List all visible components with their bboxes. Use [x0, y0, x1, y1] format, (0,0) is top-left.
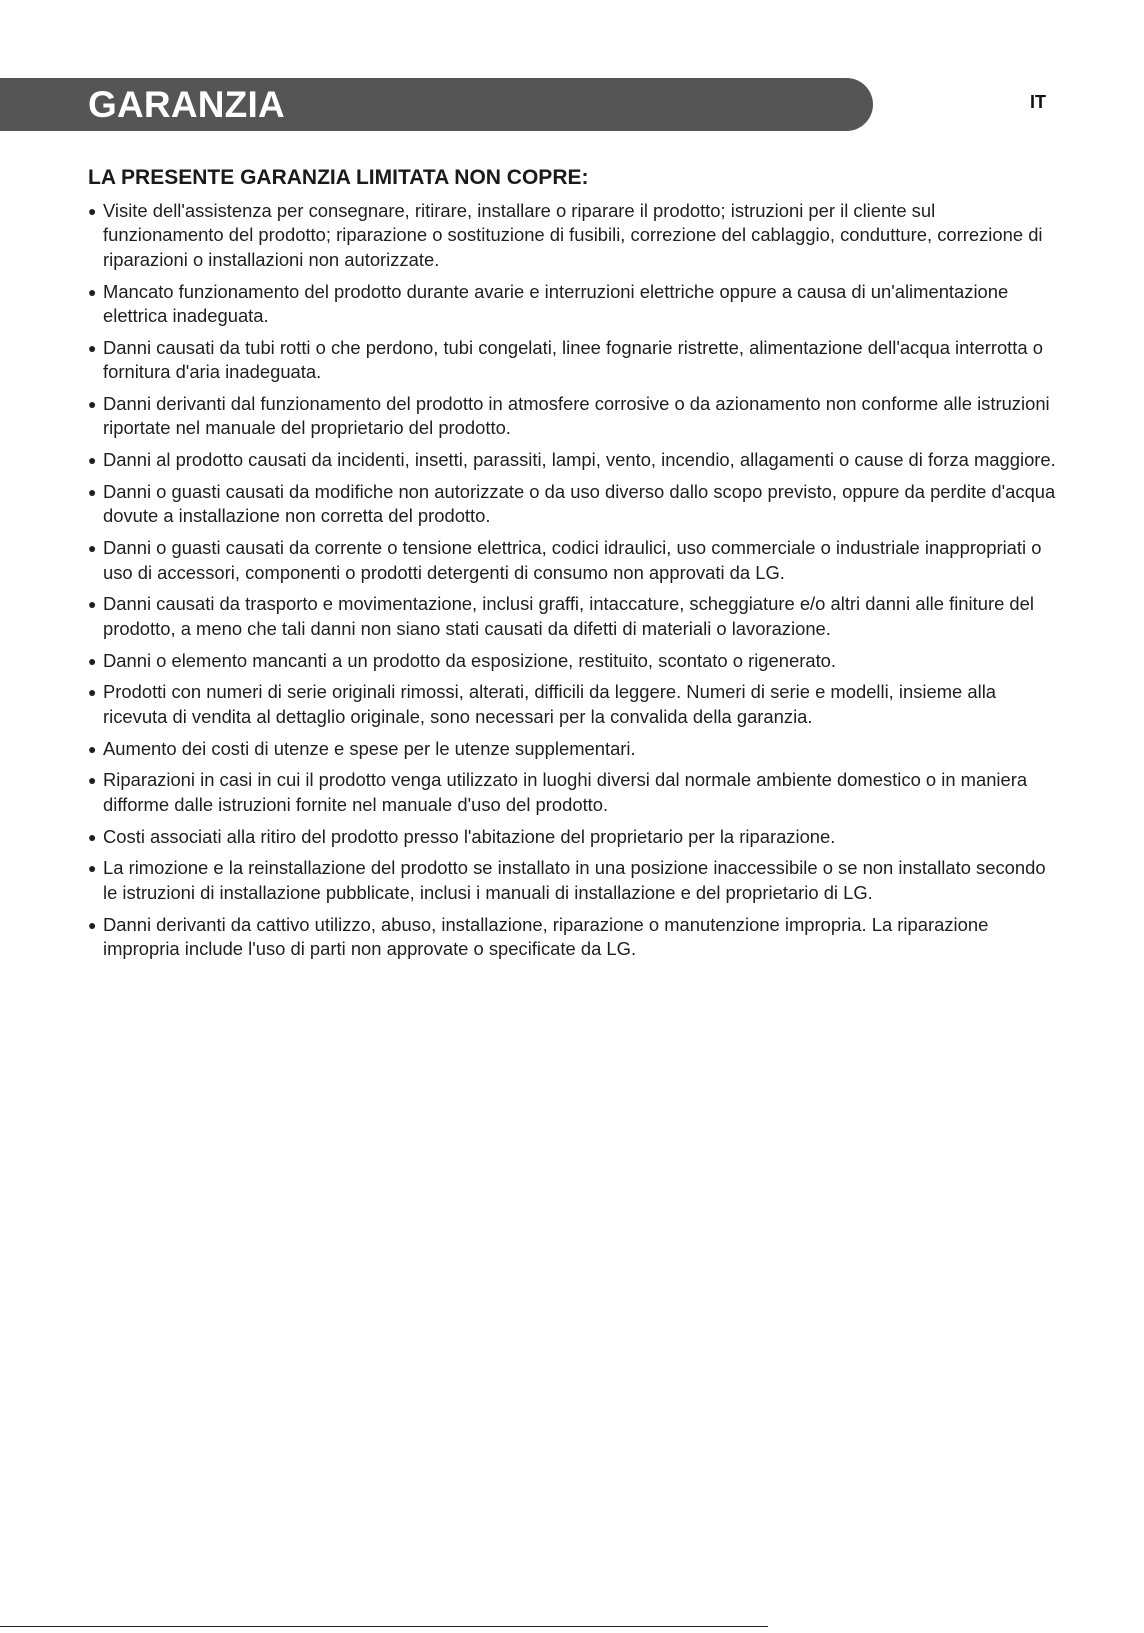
list-item	[88, 856, 1056, 905]
bullet-icon: ●	[88, 203, 97, 219]
list-item	[88, 199, 1056, 272]
list-item	[88, 480, 1056, 529]
list-item-text: Mancato funzionamento del prodotto durante avarie e interruzioni elettriche oppure a causa di un'alimentazione elettrica inadeguata.	[103, 280, 1009, 327]
header-banner	[0, 78, 873, 131]
language-code: IT	[1030, 92, 1046, 112]
bullet-icon: ●	[88, 339, 97, 356]
list-item-text: Danni causati da trasporto e movimentazione, inclusi graffi, intaccature, scheggiature e/o altri danni alle finiture del prodotto, a meno che tali danni non siano stati causati da difetti di materiali o lavorazione.	[103, 593, 1034, 639]
bullet-icon: ●	[88, 452, 97, 469]
bullet-icon: ●	[88, 740, 97, 757]
list-item	[88, 768, 1056, 817]
bullet-icon: ●	[88, 396, 97, 413]
bullet-icon: ●	[88, 652, 97, 669]
list-item	[88, 737, 1056, 761]
list-item	[88, 336, 1056, 385]
bullet-icon: ●	[88, 860, 97, 877]
list-item-text: Costi associati alla ritiro del prodotto presso l'abitazione del proprietario per la riparazione.	[103, 825, 836, 847]
bullet-icon: ●	[88, 916, 97, 933]
list-item-text: Aumento dei costi di utenze e spese per le utenze supplementari.	[103, 737, 636, 759]
list-item	[88, 536, 1056, 585]
bullet-icon: ●	[88, 283, 97, 300]
list-item-text: Danni o elemento mancanti a un prodotto da esposizione, restituito, scontato o rigenerato.	[103, 649, 837, 671]
list-item-text: Riparazioni in casi in cui il prodotto venga utilizzato in luoghi diversi dal normale ambiente domestico o in maniera difforme dalle istruzioni fornite nel manuale d'uso del prodotto.	[103, 769, 1028, 815]
list-item-text: Danni derivanti da cattivo utilizzo, abuso, installazione, riparazione o manutenzione impropria. La riparazione impropria include l'uso di parti non approvate o specificate da LG.	[103, 913, 989, 960]
list-item-text: La rimozione e la reinstallazione del prodotto se installato in una posizione inaccessibile o se non installato secondo le istruzioni di installazione pubblicate, inclusi i manuali di installazione e del proprietario di LG.	[103, 857, 1046, 903]
exclusion-list	[88, 199, 1056, 969]
footer-rule	[0, 1626, 768, 1627]
list-item-text: Visite dell'assistenza per consegnare, ritirare, installare o riparare il prodotto; istruzioni per il cliente sul funzionamento del prodotto; riparazione o sostituzione di fusibili, correzione del cablaggio, condutture, correzione di riparazioni o installazioni non autorizzate.	[103, 200, 1043, 270]
list-item-text: Danni al prodotto causati da incidenti, insetti, parassiti, lampi, vento, incendio, allagamenti o cause di forza maggiore.	[103, 449, 1056, 471]
list-item-text: Danni o guasti causati da corrente o tensione elettrica, codici idraulici, uso commerciale o industriale inappropriati o uso di accessori, componenti o prodotti detergenti di consumo non approvati da LG.	[103, 537, 1042, 583]
page-title: GARANZIA	[88, 84, 285, 125]
list-item-text: Prodotti con numeri di serie originali rimossi, alterati, difficili da leggere. Numeri di serie e modelli, insieme alla ricevuta di vendita al dettaglio originale, sono necessari per la convalida della garanzia.	[103, 681, 997, 727]
list-item	[88, 913, 1056, 962]
bullet-icon: ●	[88, 484, 97, 501]
bullet-icon: ●	[88, 596, 97, 613]
bullet-icon: ●	[88, 772, 97, 789]
bullet-icon: ●	[88, 540, 97, 557]
list-item	[88, 448, 1056, 472]
list-item	[88, 825, 1056, 849]
list-item	[88, 649, 1056, 673]
list-item-text: Danni causati da tubi rotti o che perdono, tubi congelati, linee fognarie ristrette, alimentazione dell'acqua interrotta o fornitura d'aria inadeguata.	[103, 336, 1043, 383]
list-item	[88, 680, 1056, 729]
bullet-icon: ●	[88, 684, 97, 701]
list-item	[88, 592, 1056, 641]
list-item	[88, 280, 1056, 329]
section-heading: LA PRESENTE GARANZIA LIMITATA NON COPRE:	[88, 166, 589, 189]
list-item-text: Danni o guasti causati da modifiche non autorizzate o da uso diverso dallo scopo previsto, oppure da perdite d'acqua dovute a installazione non corretta del prodotto.	[103, 481, 1056, 527]
list-item-text: Danni derivanti dal funzionamento del prodotto in atmosfere corrosive o da azionamento non conforme alle istruzioni riportate nel manuale del proprietario del prodotto.	[103, 393, 1050, 439]
list-item	[88, 392, 1056, 441]
bullet-icon: ●	[88, 828, 97, 845]
